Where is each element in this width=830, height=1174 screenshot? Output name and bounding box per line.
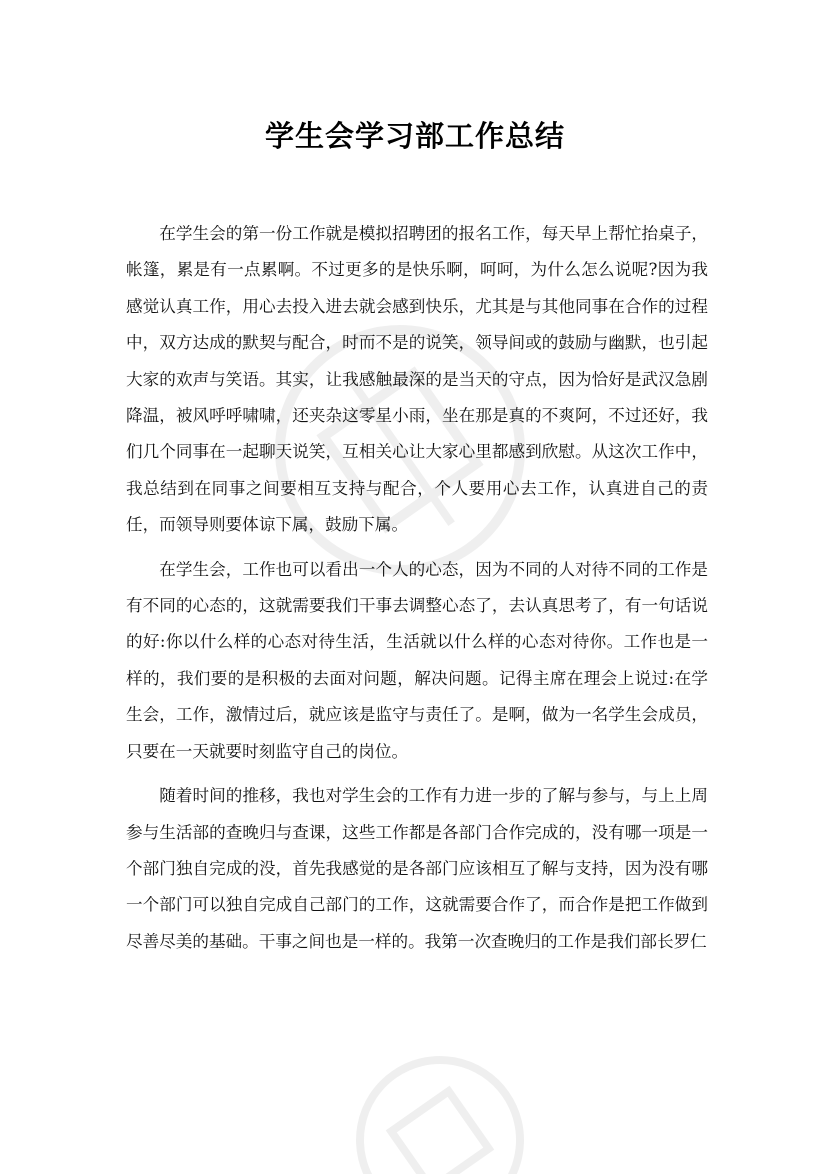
paragraph: 随着时间的推移，我也对学生会的工作有力进一步的了解与参与，与上上周参与生活部的查晚归与查课，这些工作都是各部门合作完成的，没有哪一项是一个部门独自完成的没，首先我感觉的是各部门应该相互了解与支持，因为没有哪一个部门可以独自完成自己部门的工作，这就需要合作了，而合作是把工作做到尽善尽美的基础。干事之间也是一样的。我第一次查晚归的工作是我们部长罗仁 — [126, 786, 708, 951]
watermark-logo-bottom — [293, 995, 588, 1174]
page-title: 学生会学习部工作总结 — [264, 119, 565, 153]
paragraph: 在学生会的第一份工作就是模拟招聘团的报名工作，每天早上帮忙抬桌子，帐篷，累是有一点累啊。不过更多的是快乐啊，呵呵，为什么怎么说呢?因为我感觉认真工作，用心去投入进去就会感到快乐，尤其是与其他同事在合作的过程中，双方达成的默契与配合，时而不是的说笑，领导间或的鼓励与幽默，也引起大家的欢声与笑语。其实，让我感触最深的是当天的守点，因为恰好是武汉急剧降温，被风呼呼啸啸，还夹杂这零星小雨，坐在那是真的不爽阿，不过还好，我们几个同事在一起聊天说笑，互相关心让大家心里都感到欣慰。从这次工作中，我总结到在同事之间要相互支持与配合，个人要用心去工作，认真进自己的责任，而领导则要体谅下属，鼓励下属。 — [126, 224, 708, 535]
document-body — [126, 216, 708, 968]
paragraph: 在学生会，工作也可以看出一个人的心态，因为不同的人对待不同的工作是有不同的心态的，这就需要我们干事去调整心态了，去认真思考了，有一句话说的好:你以什么样的心态对待生活，生活就以什么样的心态对待你。工作也是一样的，我们要的是积极的去面对问题，解决问题。记得主席在理会上说过:在学生会，工作，激情过后，就应该是监守与责任了。是啊，做为一名学生会成员，只要在一天就要时刻监守自己的岗位。 — [126, 559, 708, 761]
